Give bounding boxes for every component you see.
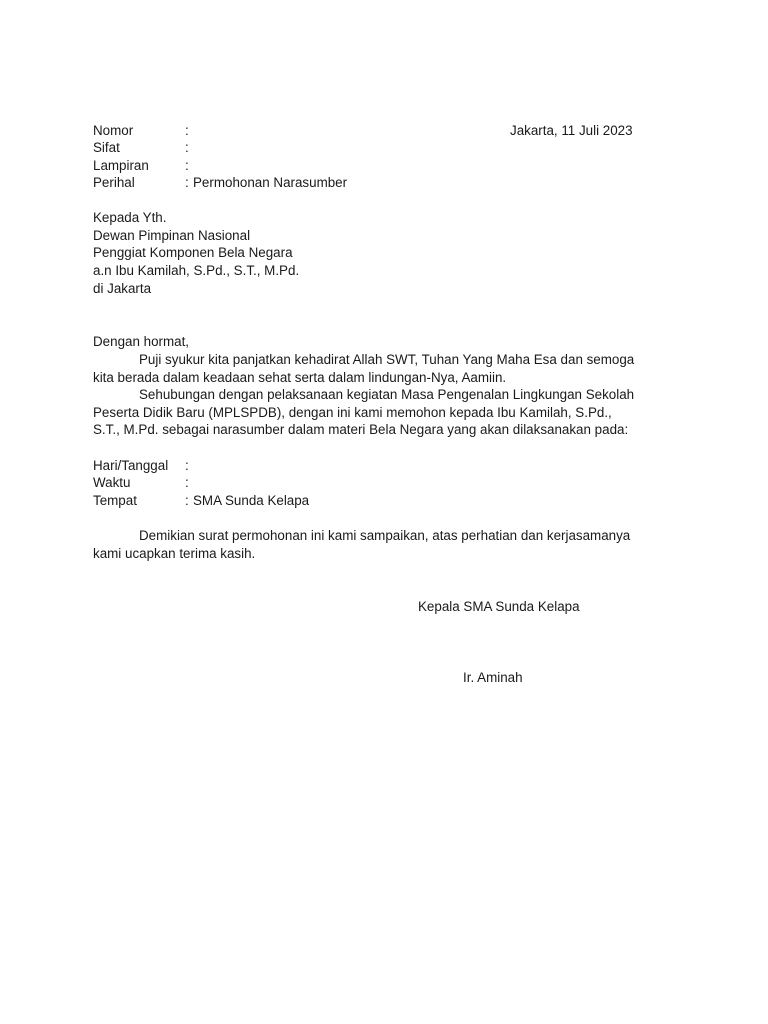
signature-name: Ir. Aminah xyxy=(463,670,523,685)
recipient-line: Penggiat Komponen Bela Negara xyxy=(93,245,293,260)
tempat-colon: : xyxy=(185,493,189,508)
recipient-line: a.n Ibu Kamilah, S.Pd., S.T., M.Pd. xyxy=(93,263,300,278)
lampiran-colon: : xyxy=(185,158,189,173)
signature-title: Kepala SMA Sunda Kelapa xyxy=(418,599,580,614)
perihal-colon: : xyxy=(185,175,189,190)
hari-tanggal-colon: : xyxy=(185,458,189,473)
closing-line: Demikian surat permohonan ini kami sampaikan, atas perhatian dan kerjasamanya xyxy=(139,528,631,543)
paragraph-line: Sehubungan dengan pelaksanaan kegiatan Masa Pengenalan Lingkungan Sekolah xyxy=(139,387,635,402)
paragraph-line: S.T., M.Pd. sebagai narasumber dalam materi Bela Negara yang akan dilaksanakan pada: xyxy=(93,422,629,437)
recipient-line: Kepada Yth. xyxy=(93,210,167,225)
place-date: Jakarta, 11 Juli 2023 xyxy=(510,123,633,138)
nomor-label: Nomor xyxy=(93,123,134,138)
waktu-colon: : xyxy=(185,475,189,490)
paragraph-line: kita berada dalam keadaan sehat serta dalam lindungan-Nya, Aamiin. xyxy=(93,370,507,385)
salutation: Dengan hormat, xyxy=(93,334,190,349)
sifat-colon: : xyxy=(185,140,189,155)
tempat-value: SMA Sunda Kelapa xyxy=(193,493,310,508)
perihal-value: Permohonan Narasumber xyxy=(193,175,348,190)
sifat-label: Sifat xyxy=(93,140,120,155)
recipient-line: di Jakarta xyxy=(93,281,152,296)
perihal-label: Perihal xyxy=(93,175,135,190)
paragraph-line: Peserta Didik Baru (MPLSPDB), dengan ini kami memohon kepada Ibu Kamilah, S.Pd., xyxy=(93,405,612,420)
hari-tanggal-label: Hari/Tanggal xyxy=(93,458,169,473)
tempat-label: Tempat xyxy=(93,493,137,508)
closing-line: kami ucapkan terima kasih. xyxy=(93,546,256,561)
lampiran-label: Lampiran xyxy=(93,158,149,173)
paragraph-line: Puji syukur kita panjatkan kehadirat Allah SWT, Tuhan Yang Maha Esa dan semoga xyxy=(139,352,635,367)
nomor-colon: : xyxy=(185,123,189,138)
recipient-line: Dewan Pimpinan Nasional xyxy=(93,228,251,243)
waktu-label: Waktu xyxy=(93,475,131,490)
